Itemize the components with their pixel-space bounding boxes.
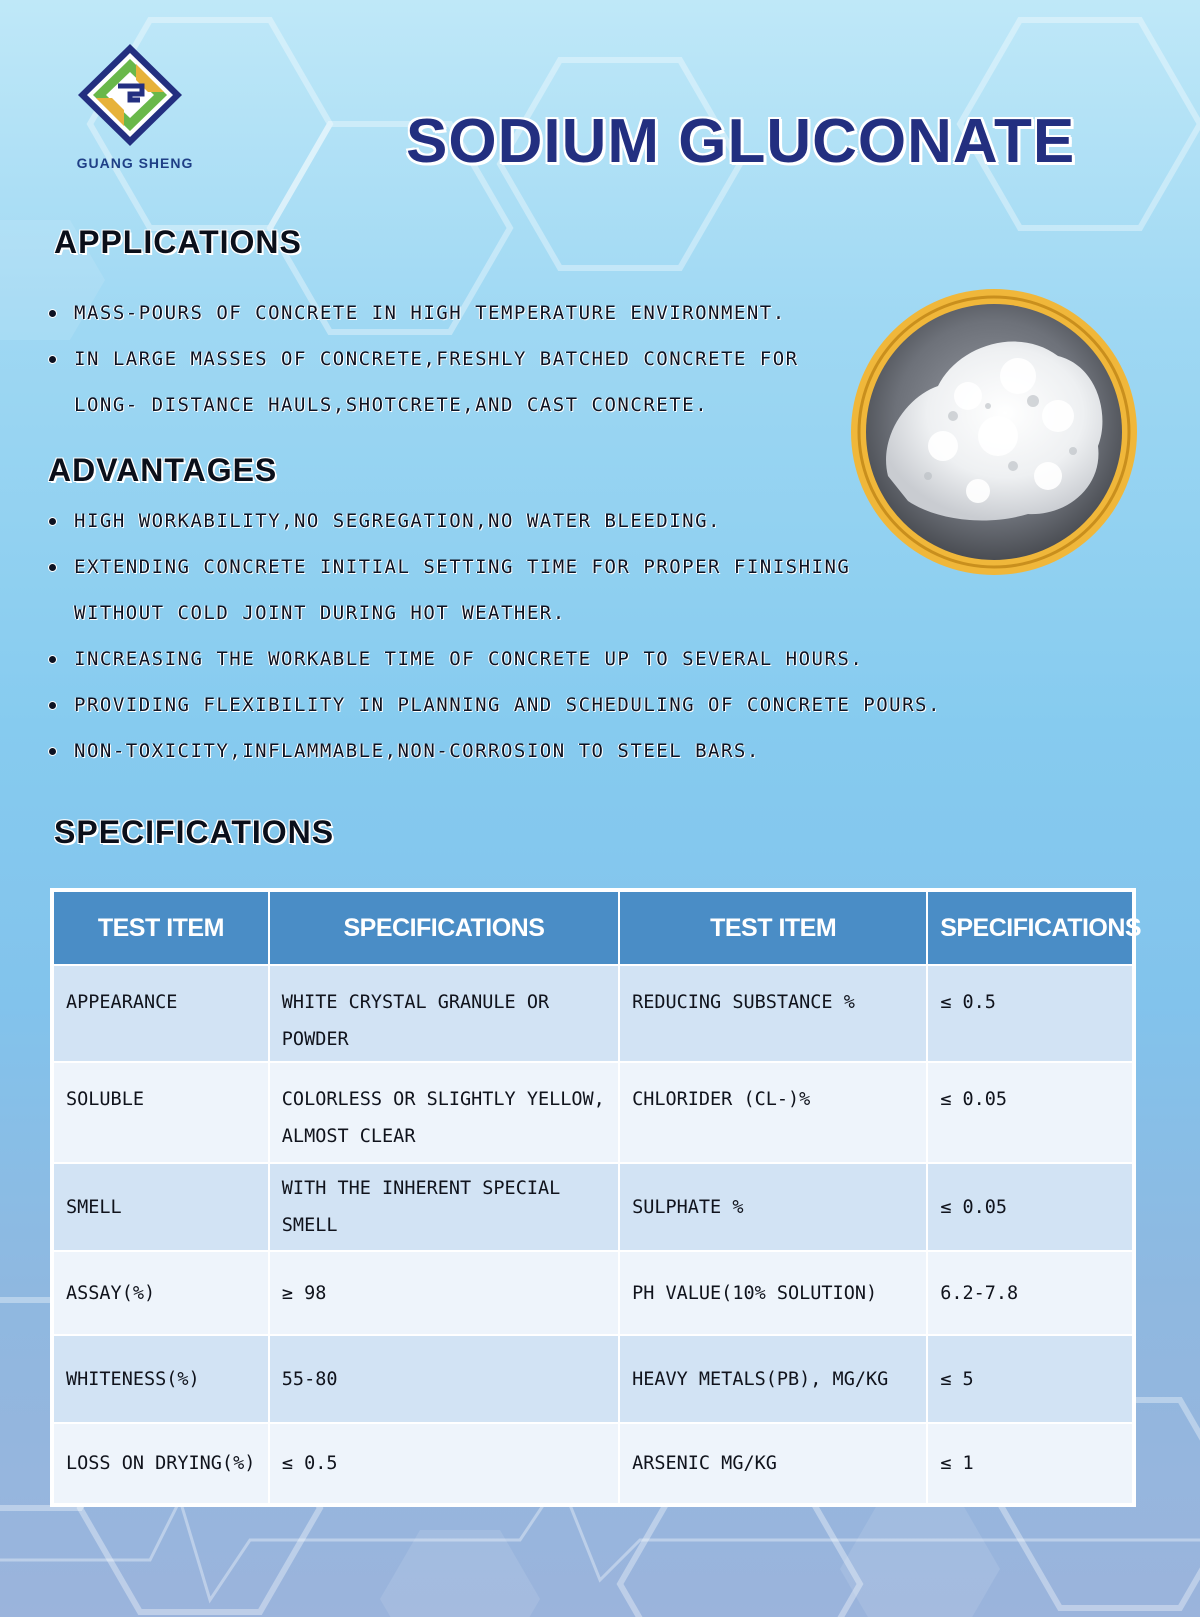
table-cell: LOSS ON DRYING(%) — [52, 1423, 269, 1505]
list-item: PROVIDING FLEXIBILITY IN PLANNING AND SCHEDULING OF CONCRETE POURS. — [44, 682, 941, 728]
bullet-dot-icon — [49, 702, 56, 709]
list-item: IN LARGE MASSES OF CONCRETE,FRESHLY BATCHED CONCRETE FOR LONG- DISTANCE HAULS,SHOTCRETE,AND CAST CONCRETE. — [44, 336, 799, 428]
applications-list — [44, 290, 799, 428]
bullet-dot-icon — [49, 518, 56, 525]
bullet-dot-icon — [49, 656, 56, 663]
bullet-dot-icon — [49, 356, 56, 363]
list-item: NON-TOXICITY,INFLAMMABLE,NON-CORROSION TO STEEL BARS. — [44, 728, 941, 774]
list-item: MASS-POURS OF CONCRETE IN HIGH TEMPERATURE ENVIRONMENT. — [44, 290, 799, 336]
table-cell: ≤ 0.5 — [927, 965, 1134, 1062]
list-item: INCREASING THE WORKABLE TIME OF CONCRETE UP TO SEVERAL HOURS. — [44, 636, 941, 682]
advantages-list — [44, 498, 941, 774]
table-cell: ≤ 0.05 — [927, 1062, 1134, 1163]
table-row — [52, 1251, 1134, 1335]
table-cell: WHITENESS(%) — [52, 1335, 269, 1423]
column-header: TEST ITEM — [52, 890, 269, 965]
table-cell: ≥ 98 — [269, 1251, 619, 1335]
table-cell: WITH THE INHERENT SPECIAL SMELL — [269, 1163, 619, 1251]
table-cell: ARSENIC MG/KG — [619, 1423, 927, 1505]
table-cell: ≤ 0.05 — [927, 1163, 1134, 1251]
table-row — [52, 965, 1134, 1062]
table-cell: ≤ 0.5 — [269, 1423, 619, 1505]
powder-image — [848, 286, 1140, 578]
table-cell: APPEARANCE — [52, 965, 269, 1062]
table-cell: 6.2-7.8 — [927, 1251, 1134, 1335]
column-header: SPECIFICATIONS — [269, 890, 619, 965]
list-item: HIGH WORKABILITY,NO SEGREGATION,NO WATER BLEEDING. — [44, 498, 941, 544]
specifications-table — [50, 888, 1142, 1507]
table-row — [52, 1423, 1134, 1505]
table-row — [52, 1163, 1134, 1251]
table-cell: 55-80 — [269, 1335, 619, 1423]
bullet-dot-icon — [49, 748, 56, 755]
applications-heading: APPLICATIONS — [54, 224, 302, 260]
bullet-dot-icon — [49, 564, 56, 571]
table-cell: COLORLESS OR SLIGHTLY YELLOW, ALMOST CLEAR — [269, 1062, 619, 1163]
table-cell: ≤ 5 — [927, 1335, 1134, 1423]
brand-name: GUANG SHENG — [76, 155, 194, 171]
table-row — [52, 1062, 1134, 1163]
brand-logo — [70, 42, 194, 172]
table-cell: SOLUBLE — [52, 1062, 269, 1163]
table-cell: SMELL — [52, 1163, 269, 1251]
table-cell: HEAVY METALS(PB), MG/KG — [619, 1335, 927, 1423]
column-header: TEST ITEM — [619, 890, 927, 965]
table-cell: CHLORIDER (CL-)% — [619, 1062, 927, 1163]
specifications-heading: SPECIFICATIONS — [54, 814, 335, 850]
page-title: SODIUM GLUCONATE — [406, 107, 1076, 176]
table-row — [52, 1335, 1134, 1423]
advantages-heading: ADVANTAGES — [48, 452, 278, 488]
table-cell: WHITE CRYSTAL GRANULE OR POWDER — [269, 965, 619, 1062]
table-cell: ASSAY(%) — [52, 1251, 269, 1335]
list-item: EXTENDING CONCRETE INITIAL SETTING TIME FOR PROPER FINISHING WITHOUT COLD JOINT DURING HOT WEATHER. — [44, 544, 941, 636]
gs-diamond-logo-icon — [74, 42, 186, 148]
table-cell: ≤ 1 — [927, 1423, 1134, 1505]
bullet-dot-icon — [49, 310, 56, 317]
column-header: SPECIFICATIONS — [927, 890, 1134, 965]
table-cell: REDUCING SUBSTANCE % — [619, 965, 927, 1062]
table-cell: SULPHATE % — [619, 1163, 927, 1251]
table-header-row — [52, 890, 1134, 965]
table-cell: PH VALUE(10% SOLUTION) — [619, 1251, 927, 1335]
